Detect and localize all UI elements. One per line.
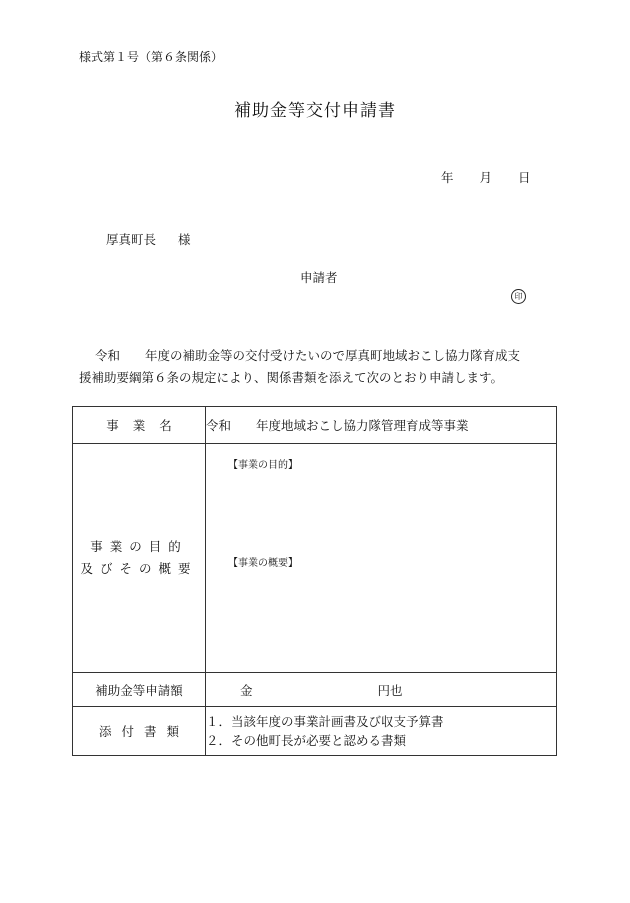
purpose-value-cell bbox=[206, 444, 557, 673]
date-line bbox=[441, 168, 531, 186]
amount-prefix: 金 bbox=[240, 682, 253, 698]
amount-suffix: 円也 bbox=[377, 682, 403, 698]
purpose-label-cell bbox=[73, 444, 206, 673]
addressee-name: 厚真町長 bbox=[106, 232, 157, 247]
attachments-label-cell bbox=[73, 707, 206, 756]
business-name-value: 令和 年度地域おこし協力隊管理育成等事業 bbox=[206, 407, 557, 444]
overview-bracket: 【事業の概要】 bbox=[228, 558, 298, 569]
date-year: 年 bbox=[441, 170, 454, 185]
attachment-item-1: １．当該年度の事業計画書及び収支予算書 bbox=[206, 714, 444, 729]
application-table bbox=[72, 406, 557, 756]
date-day: 日 bbox=[518, 170, 531, 185]
statement-line-2: 援補助要綱第６条の規定により、関係書類を添えて次のとおり申請します。 bbox=[79, 370, 504, 385]
purpose-label-line-1: 事業の目的 bbox=[90, 539, 188, 554]
application-statement bbox=[79, 345, 559, 389]
business-name-label-cell bbox=[73, 407, 206, 444]
seal-mark: 印 bbox=[511, 289, 526, 304]
attachments-label: 添付書類 bbox=[98, 724, 189, 739]
applicant-label: 申請者 bbox=[300, 270, 338, 285]
attachment-item-2: ２．その他町長が必要と認める書類 bbox=[206, 733, 407, 748]
table-row bbox=[73, 444, 557, 673]
amount-value-cell bbox=[206, 673, 557, 707]
form-number: 様式第１号（第６条関係） bbox=[79, 50, 224, 64]
table-row bbox=[73, 673, 557, 707]
purpose-bracket: 【事業の目的】 bbox=[228, 460, 298, 471]
attachments-list bbox=[206, 707, 557, 756]
addressee-honorific: 様 bbox=[178, 232, 191, 247]
date-month: 月 bbox=[479, 170, 493, 185]
addressee bbox=[106, 230, 191, 248]
statement-line-1: 令和 年度の補助金等の交付受けたいので厚真町地域おこし協力隊育成支 bbox=[95, 348, 521, 363]
amount-label: 補助金等申請額 bbox=[73, 673, 206, 707]
table-row bbox=[73, 407, 557, 444]
purpose-label-line-2: 及びその概要 bbox=[80, 561, 198, 576]
table-row bbox=[73, 707, 557, 756]
business-name-label: 事業名 bbox=[106, 418, 186, 433]
document-title: 補助金等交付申請書 bbox=[234, 101, 396, 121]
